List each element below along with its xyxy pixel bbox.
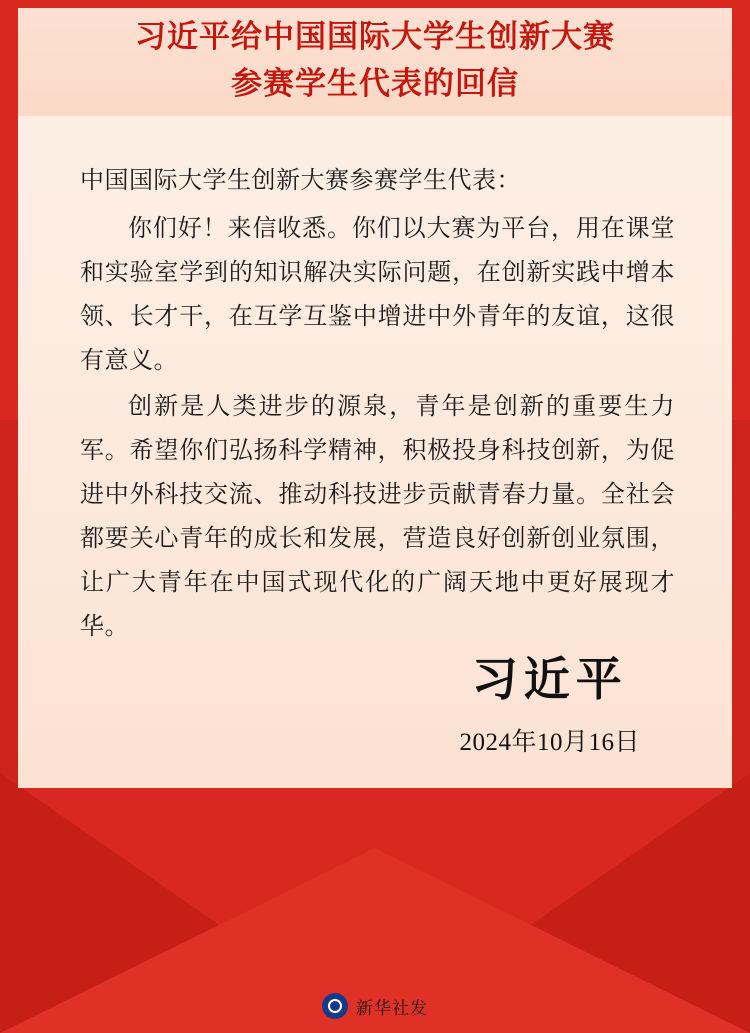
title-line-2: 参赛学生代表的回信 — [231, 66, 519, 102]
footer-credit-text: 新华社发 — [356, 998, 428, 1019]
footer-credit — [0, 993, 750, 1019]
xinhua-emblem-icon — [322, 993, 348, 1019]
signature-name: 习近平 — [471, 652, 628, 706]
title-line-1: 习近平给中国国际大学生创新大赛 — [135, 19, 615, 55]
letter-salutation: 中国国际大学生创新大赛参赛学生代表： — [80, 166, 521, 194]
letter-body — [80, 158, 675, 650]
signature-date: 2024年10月16日 — [459, 729, 640, 756]
letter-paragraph-1: 你们好！来信收悉。你们以大赛为平台，用在课堂和实验室学到的知识解决实际问题，在创新实践中增本领、长才干，在互学互鉴中增进中外青年的友谊，这很有意义。 — [80, 214, 675, 374]
letter-paragraph-2: 创新是人类进步的源泉，青年是创新的重要生力军。希望你们弘扬科学精神，积极投身科技创新，为促进中外科技交流、推动科技进步贡献青春力量。全社会都要关心青年的成长和发展，营造良好创新创业氛围，让广大青年在中国式现代化的广阔天地中更好展现才华。 — [80, 392, 675, 640]
page-title — [18, 14, 732, 108]
signature — [459, 650, 640, 758]
